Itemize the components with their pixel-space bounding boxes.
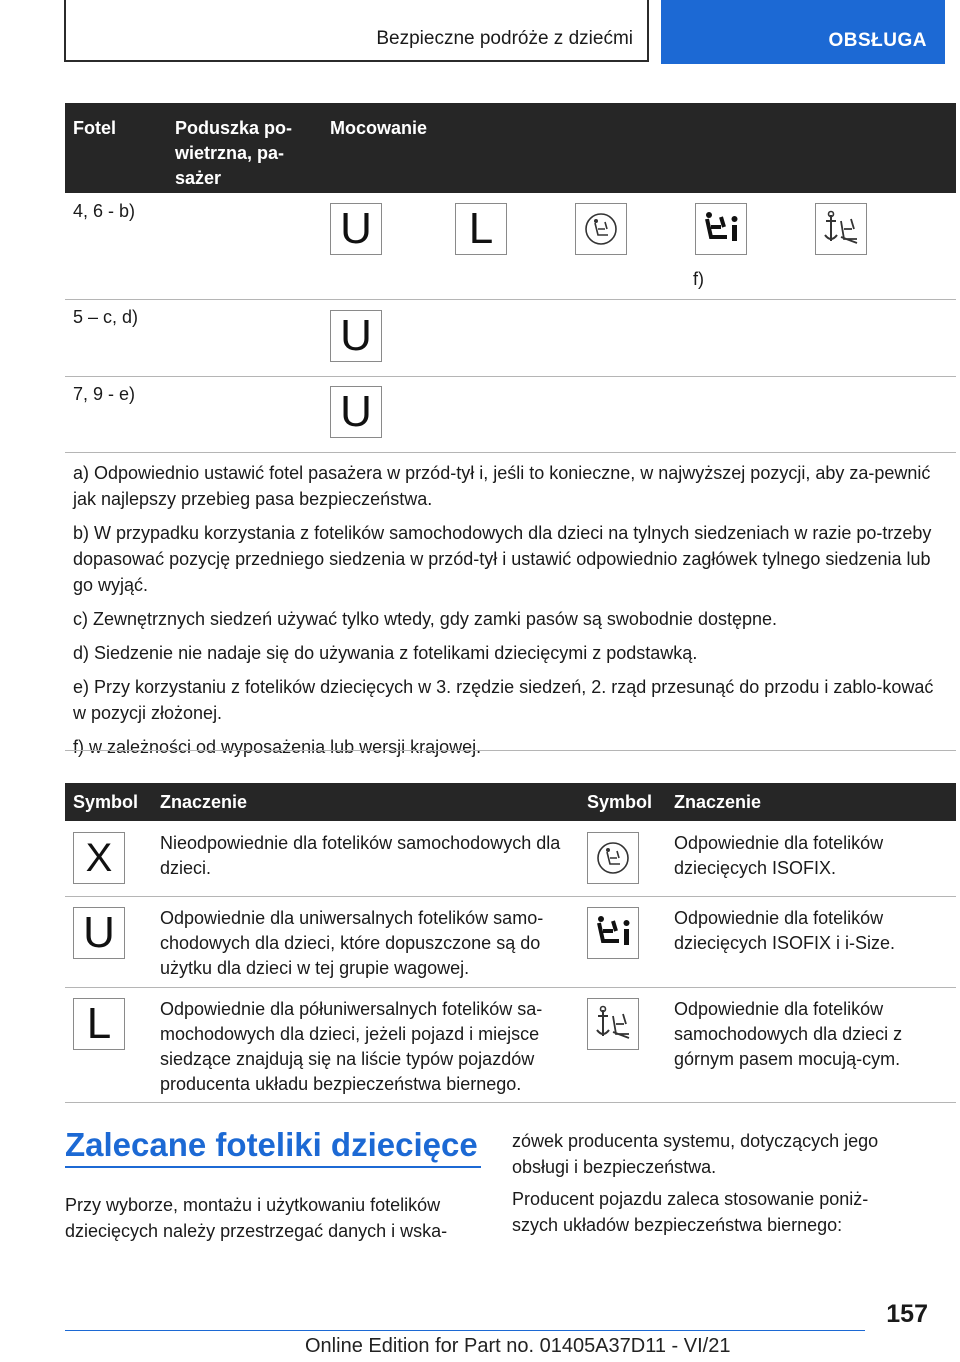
seat-table-header (65, 103, 956, 193)
isofix-isize-icon (695, 203, 747, 255)
isofix-icon (575, 203, 627, 255)
universal-u-icon (330, 310, 382, 362)
footnote-a: a) Odpowiednio ustawić fotel pasażera w przód-tył i, jeśli to konieczne, w najwyższej pozycji, aby za-pewnić jak najlepszy przebieg pasa bezpieczeństwa. (73, 463, 931, 509)
row-label: 7, 9 - e) (73, 384, 136, 404)
legend-text: Odpowiednie dla półuniwersalnych fotelików sa-mochodowych dla dzieci, jeżeli pojazd i miejsce siedzące znajdują się na liście typów pojazdów producenta układu bezpieczeństwa biernego. (160, 999, 543, 1094)
col-znaczenie: Znaczenie (160, 792, 248, 812)
u-letter: U (340, 387, 372, 436)
col-airbag: Poduszka po- wietrzna, pa- sażer (175, 118, 293, 188)
not-suitable-x-icon (73, 832, 125, 884)
header-title: Bezpieczne podróże z dziećmi (376, 28, 633, 49)
paragraph-left: Przy wyborze, montażu i użytkowaniu fotelików dziecięcych należy przestrzegać danych i wska- (65, 1195, 448, 1241)
section-heading: Zalecane foteliki dziecięce (65, 1126, 478, 1163)
footnote-f: f) w zależności od wyposażenia lub wersji krajowej. (73, 737, 482, 757)
l-letter: L (468, 204, 494, 253)
table-row (65, 193, 956, 300)
footnote-c: c) Zewnętrznych siedzeń używać tylko wtedy, gdy zamki pasów są swobodnie dostępne. (73, 609, 778, 629)
table-row (65, 987, 956, 1103)
table-row (65, 896, 956, 988)
semi-universal-l-icon (73, 998, 125, 1050)
header-title-box (64, 0, 649, 62)
col-symbol-2: Symbol (587, 792, 653, 812)
table-row (65, 299, 956, 377)
universal-u-icon (330, 386, 382, 438)
legend-text: Odpowiednie dla fotelików samochodowych dla dzieci z górnym pasem mocują-cym. (674, 999, 903, 1069)
col-znaczenie-2: Znaczenie (674, 792, 762, 812)
isofix-isize-icon (587, 907, 639, 959)
footnote-d: d) Siedzenie nie nadaje się do używania z fotelikami dziecięcymi z podstawką. (73, 643, 698, 663)
u-letter: U (83, 908, 115, 957)
row-label: 5 – c, d) (73, 307, 139, 327)
footnote-marker: f) (693, 269, 704, 289)
legend-text: Odpowiednie dla uniwersalnych fotelików samo-chodowych dla dzieci, które dopuszczone są do użytku dla dzieci w tej grupie wagowej. (160, 908, 544, 978)
table-row (65, 821, 956, 897)
col-fotel: Fotel (73, 118, 116, 138)
header-section-tab (661, 0, 945, 64)
universal-u-icon (330, 203, 382, 255)
footer-edition: Online Edition for Part no. 01405A37D11 - VI/21 (305, 1335, 731, 1357)
footnote-b: b) W przypadku korzystania z fotelików samochodowych dla dzieci na tylnych siedzeniach w razie po-trzeby dopasować pozycję przedniego siedzenia w przód-tył i ustawić odpowiednio zagłówek tylnego siedzenia lub go wyjąć. (73, 523, 932, 595)
table-row (65, 376, 956, 453)
semi-universal-l-icon (455, 203, 507, 255)
seat-table-footnotes (73, 460, 943, 768)
isofix-icon (587, 832, 639, 884)
u-letter: U (340, 204, 372, 253)
paragraph-right-1: zówek producenta systemu, dotyczących jego obsługi i bezpieczeństwa. (512, 1131, 879, 1177)
legend-table-header (65, 783, 956, 821)
legend-text: Odpowiednie dla fotelików dziecięcych ISOFIX i i-Size. (674, 908, 896, 953)
legend-text: Nieodpowiednie dla fotelików samochodowych dla dzieci. (160, 833, 561, 878)
footer-line (65, 1330, 865, 1331)
top-tether-icon (587, 998, 639, 1050)
header-section-label: OBSŁUGA (828, 30, 927, 51)
paragraph-right-2: Producent pojazdu zaleca stosowanie poniż-szych układów bezpieczeństwa biernego: (512, 1189, 869, 1235)
divider (65, 750, 956, 751)
footnote-e: e) Przy korzystaniu z fotelików dziecięcych w 3. rzędzie siedzeń, 2. rząd przesunąć do przodu i zablo-kować w pozycji złożonej. (73, 677, 934, 723)
l-letter: L (86, 999, 112, 1048)
u-letter: U (340, 311, 372, 360)
row-label: 4, 6 - b) (73, 201, 136, 221)
heading-underline (65, 1166, 481, 1168)
x-letter: X (85, 836, 113, 880)
top-tether-icon (815, 203, 867, 255)
page-number: 157 (886, 1300, 928, 1328)
legend-text: Odpowiednie dla fotelików dziecięcych ISOFIX. (674, 833, 884, 878)
universal-u-icon (73, 907, 125, 959)
col-mocowanie: Mocowanie (330, 118, 428, 138)
col-symbol: Symbol (73, 792, 139, 812)
